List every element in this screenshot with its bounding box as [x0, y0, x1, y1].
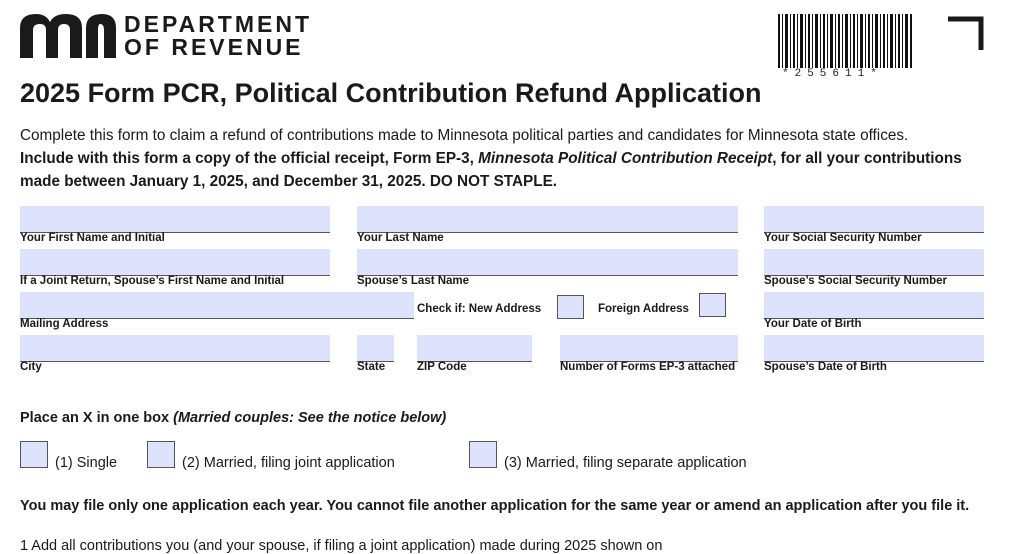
joint-checkbox[interactable]	[147, 441, 175, 468]
city-label: City	[20, 361, 42, 373]
spouse-first-name-label: If a Joint Return, Spouse’s First Name and Initial	[20, 275, 285, 287]
last-name-label: Your Last Name	[357, 232, 444, 244]
ssn-field[interactable]	[764, 206, 984, 233]
spouse-dob-label: Spouse’s Date of Birth	[764, 361, 887, 373]
intro-line-1: Complete this form to claim a refund of contributions made to Minnesota political parties and candidates for Minnesota state offices.	[20, 127, 909, 144]
foreign-address-checkbox[interactable]	[699, 293, 726, 317]
spouse-first-name-field[interactable]	[20, 249, 330, 276]
spouse-last-name-label: Spouse’s Last Name	[357, 275, 470, 287]
ssn-label: Your Social Security Number	[764, 232, 922, 244]
ep3-count-label: Number of Forms EP-3 attached	[560, 361, 736, 373]
dob-field[interactable]	[764, 292, 984, 319]
zip-label: ZIP Code	[417, 361, 467, 373]
spouse-ssn-field[interactable]	[764, 249, 984, 276]
state-label: State	[357, 361, 386, 373]
mailing-address-field[interactable]	[20, 292, 414, 319]
new-address-label: Check if: New Address	[417, 303, 542, 315]
dept-line-1: DEPARTMENT	[124, 11, 313, 37]
spouse-last-name-field[interactable]	[357, 249, 738, 276]
ep3-count-field[interactable]	[560, 335, 738, 362]
separate-label: (3) Married, filing separate application	[504, 455, 747, 471]
barcode-number: *255611*	[782, 68, 883, 80]
line-1-text: 1 Add all contributions you (and your spouse, if filing a joint application) made during 2025 shown on	[20, 538, 663, 554]
one-application-rule: You may file only one application each year. You cannot file another application for the same year or amend an application after you file it.	[20, 498, 970, 514]
separate-checkbox[interactable]	[469, 441, 497, 468]
zip-field[interactable]	[417, 335, 532, 362]
single-label: (1) Single	[55, 455, 118, 471]
spouse-ssn-label: Spouse’s Social Security Number	[764, 275, 947, 287]
filing-status-title: Place an X in one box (Married couples: See the notice below)	[20, 410, 447, 426]
city-field[interactable]	[20, 335, 330, 362]
last-name-field[interactable]	[357, 206, 738, 233]
state-field[interactable]	[357, 335, 394, 362]
corner-mark-icon	[948, 16, 984, 50]
intro-line-2: Include with this form a copy of the official receipt, Form EP-3, Minnesota Political Contribution Receipt, for all your contributions	[20, 150, 962, 167]
new-address-checkbox[interactable]	[557, 295, 584, 319]
first-name-label: Your First Name and Initial	[20, 232, 165, 244]
joint-label: (2) Married, filing joint application	[182, 455, 395, 471]
department-name	[124, 13, 312, 59]
first-name-field[interactable]	[20, 206, 330, 233]
dept-line-2: OF REVENUE	[124, 34, 304, 60]
mailing-address-label: Mailing Address	[20, 318, 109, 330]
mn-logo-icon	[20, 14, 116, 58]
intro-line-3: made between January 1, 2025, and December 31, 2025. DO NOT STAPLE.	[20, 173, 558, 190]
dob-label: Your Date of Birth	[764, 318, 862, 330]
single-checkbox[interactable]	[20, 441, 48, 468]
spouse-dob-field[interactable]	[764, 335, 984, 362]
form-title: 2025 Form PCR, Political Contribution Refund Application	[20, 78, 762, 108]
barcode-icon	[778, 14, 912, 68]
foreign-address-label: Foreign Address	[598, 303, 689, 315]
intro-text	[20, 124, 1010, 193]
